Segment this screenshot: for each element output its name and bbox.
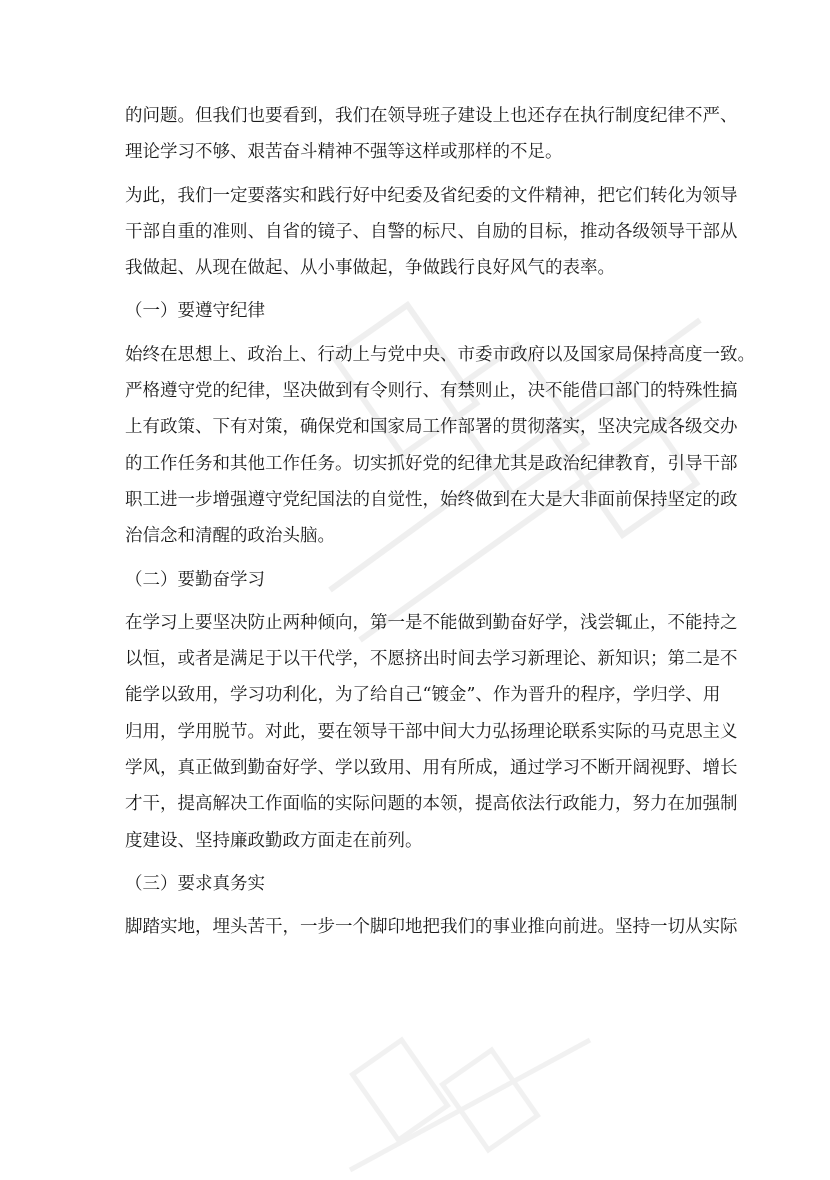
section-heading-study: [125, 562, 711, 598]
text-line: 以恒，或者是满足于以干代学，不愿挤出时间去学习新理论、新知识；第二是不: [125, 649, 738, 670]
paragraph-study: [125, 605, 738, 859]
heading-text: （二）要勤奋学习: [125, 569, 265, 590]
text-line: 上有政策、下有对策，确保党和国家局工作部署的贯彻落实，坚决完成各级交办: [125, 417, 738, 438]
heading-text: （三）要求真务实: [125, 873, 265, 894]
text-line: 治信念和清醒的政治头脑。: [125, 526, 335, 547]
text-line: 干部自重的准则、自省的镜子、自警的标尺、自励的目标，推动各级领导干部从: [125, 221, 738, 242]
text-line: 理论学习不够、艰苦奋斗精神不强等这样或那样的不足。: [125, 142, 563, 163]
text-line: 度建设、坚持廉政勤政方面走在前列。: [125, 830, 423, 851]
watermark-logo-bottom: [340, 1020, 600, 1180]
document-body: [125, 98, 755, 946]
text-line: 才干，提高解决工作面临的实际问题的本领，提高依法行政能力，努力在加强制: [125, 794, 738, 815]
section-heading-discipline: [125, 293, 711, 329]
text-line: 归用，学用脱节。对此，要在领导干部中间大力弘扬理论联系实际的马克思主义: [125, 721, 738, 742]
text-line: 职工进一步增强遵守党纪国法的自觉性，始终做到在大是大非面前保持坚定的政: [125, 489, 738, 510]
text-line: 能学以致用，学习功利化，为了给自己“镀金”、作为晋升的程序，学归学、用: [125, 685, 721, 706]
paragraph-pragmatic: [125, 909, 738, 945]
text-line: 的工作任务和其他工作任务。切实抓好党的纪律尤其是政治纪律教育，引导干部: [125, 453, 738, 474]
text-line: 在学习上要坚决防止两种倾向，第一是不能做到勤奋好学，浅尝辄止，不能持之: [125, 612, 738, 633]
text-line: 严格遵守党的纪律，坚决做到有令则行、有禁则止，决不能借口部门的特殊性搞: [125, 381, 738, 402]
text-line: 脚踏实地，埋头苦干，一步一个脚印地把我们的事业推向前进。坚持一切从实际: [125, 917, 738, 938]
text-line: 学风，真正做到勤奋好学、学以致用、用有所成，通过学习不断开阔视野、增长: [125, 758, 738, 779]
section-heading-pragmatic: [125, 866, 711, 902]
text-line: 的问题。但我们也要看到，我们在领导班子建设上也还存在执行制度纪律不严、: [125, 106, 738, 126]
paragraph-intro: [125, 98, 738, 171]
paragraph-purpose: [125, 178, 738, 287]
paragraph-discipline: [125, 337, 755, 555]
text-line: 我做起、从现在做起、从小事做起，争做践行良好风气的表率。: [125, 258, 615, 279]
heading-text: （一）要遵守纪律: [125, 301, 265, 322]
text-line: 始终在思想上、政治上、行动上与党中央、市委市政府以及国家局保持高度一致。: [125, 344, 755, 365]
text-line: 为此，我们一定要落实和践行好中纪委及省纪委的文件精神，把它们转化为领导: [125, 185, 738, 206]
